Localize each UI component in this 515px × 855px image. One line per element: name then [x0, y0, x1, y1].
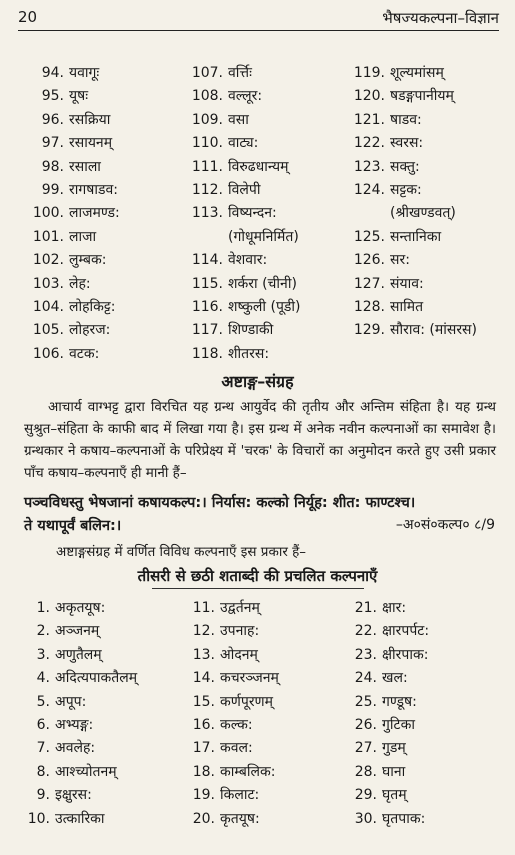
list-item: [347, 737, 429, 760]
header-rule: [18, 30, 499, 31]
list-item: [20, 319, 120, 342]
item-number: 8.: [36, 763, 50, 780]
list2-column-1: [20, 597, 137, 831]
list-item: [20, 343, 120, 366]
item-text: अञ्जनम्: [55, 623, 100, 640]
item-text: सर:: [390, 252, 410, 269]
item-text: विलेपी: [228, 181, 261, 198]
item-text: संयाव:: [390, 275, 424, 292]
item-text: शूल्यमांसम्: [390, 65, 444, 81]
list-item: [20, 132, 120, 155]
list-item: [20, 808, 137, 831]
item-text: ओदनम्: [220, 646, 258, 663]
subtitle-underline: [152, 588, 364, 589]
item-number: 6.: [36, 716, 50, 733]
list-item: [20, 156, 120, 179]
item-text: (श्रीखण्डवत्): [390, 205, 456, 222]
item-number: 95.: [41, 88, 64, 105]
item-number: 19.: [192, 787, 215, 804]
formulation-list-1: [0, 62, 515, 362]
list-item: [347, 597, 429, 620]
item-number: 124.: [353, 181, 385, 198]
list1-column-3: [347, 62, 477, 343]
item-number: 123.: [353, 158, 385, 175]
list-item: [185, 343, 301, 366]
item-text: रागषाडव:: [69, 181, 118, 198]
list-item: [20, 644, 137, 667]
item-number: 15.: [192, 693, 215, 710]
item-text: लेह:: [69, 275, 91, 292]
item-text: सन्तानिका: [390, 228, 442, 245]
list-item: [20, 202, 120, 225]
item-text: विष्यन्दन:: [228, 205, 277, 222]
list-subtitle: तीसरी से छठी शताब्दी की प्रचलित कल्पनाएँ: [137, 567, 378, 585]
list-item: [185, 296, 301, 319]
list-item: [185, 319, 301, 342]
list-item: [347, 620, 429, 643]
item-text: क्षीरपाक:: [382, 646, 429, 663]
item-text: अदित्यपाकतैलम्: [55, 670, 138, 687]
item-number: 99.: [41, 181, 64, 198]
item-number: 9.: [36, 787, 50, 804]
item-number: 7.: [36, 740, 50, 757]
item-text: शर्करा (चीनी): [228, 275, 297, 292]
item-number: 12.: [192, 623, 215, 640]
item-text: किलाट:: [220, 787, 260, 804]
list-item: [185, 808, 279, 831]
item-text: वटक:: [69, 345, 100, 362]
item-number: 25.: [354, 693, 377, 710]
item-text: क्षारपर्पट:: [382, 623, 430, 640]
item-text: शिण्डाकी: [228, 322, 274, 339]
item-number: 30.: [354, 810, 377, 827]
list-item: [347, 156, 477, 179]
item-number: 110.: [191, 135, 223, 152]
item-text: गुडम्: [382, 740, 406, 757]
item-text: रसाला: [69, 158, 101, 175]
item-number: 14.: [192, 670, 215, 687]
list-item: [20, 667, 137, 690]
list-item: [347, 784, 429, 807]
item-number: 117.: [191, 322, 223, 339]
list-item: [185, 202, 301, 225]
item-text: गुटिका: [382, 716, 415, 733]
list1-column-1: [20, 62, 120, 366]
list-item: [20, 597, 137, 620]
item-number: 115.: [191, 275, 223, 292]
item-number: 100.: [32, 205, 64, 222]
section-paragraph: आचार्य वाग्भट्ट द्वारा विरचित यह ग्रन्थ आयुर्वेद की तृतीय और अन्तिम संहिता है। यह ग्रन्थ सुश्रुत–संहिता के काफी बाद में लिखा गया है। इस ग्रन्थ में अनेक नवीन कल्पनाओं का समावेश है। ग्रन्थकार ने कषाय–कल्पनाओं के परिप्रेक्ष्य में 'चरक' के विचारों का अनुमोदन करते हुए उसी प्रकार पाँच कषाय–कल्पनाएँ ही मानी हैं–: [24, 399, 496, 481]
item-number: 28.: [354, 763, 377, 780]
list-item: [20, 85, 120, 108]
item-number: 17.: [192, 740, 215, 757]
item-text: षडङ्गपानीयम्: [390, 88, 454, 105]
list-item: [185, 85, 301, 108]
item-number: 94.: [41, 65, 64, 81]
item-number: 107.: [191, 65, 223, 81]
list-item: [185, 620, 279, 643]
item-text: सौराव: (मांसरस): [390, 322, 477, 339]
item-text: अणुतैलम्: [55, 646, 102, 663]
item-text: लाजमण्ड:: [69, 205, 120, 222]
item-text: घृतम्: [382, 787, 407, 804]
sanskrit-verse-line-2: ते यथापूर्वं बलिन:।: [24, 518, 122, 534]
formulation-list-2: [0, 597, 515, 842]
list2-column-2: [185, 597, 279, 831]
item-number: 13.: [192, 646, 215, 663]
item-number: 121.: [353, 111, 385, 128]
item-text: शष्कुली (पूडी): [228, 298, 301, 315]
item-number: 129.: [353, 322, 385, 339]
list-item: [20, 784, 137, 807]
list-item: [20, 179, 120, 202]
item-number: 119.: [353, 65, 385, 81]
list-item: [185, 737, 279, 760]
sanskrit-verse-line-1: पञ्चविधस्तु भेषजानां कषायकल्प:। निर्यास: कल्को निर्यूह: शीत: फाण्टश्च।: [24, 495, 416, 511]
item-number: 128.: [353, 298, 385, 315]
list-item: [20, 714, 137, 737]
item-text: कर्णपूरणम्: [220, 693, 274, 710]
item-text: वाट्य:: [228, 135, 259, 152]
page-header: [18, 8, 499, 32]
list-item: [347, 62, 477, 85]
item-text: अपूप:: [55, 693, 87, 710]
list-item: [347, 808, 429, 831]
list-item: [20, 620, 137, 643]
item-number: 1.: [36, 600, 50, 616]
item-number: 2.: [36, 623, 50, 640]
item-text: इक्षुरस:: [55, 787, 92, 804]
item-number: 113.: [191, 205, 223, 222]
list-item: [20, 249, 120, 272]
list-item: [347, 132, 477, 155]
list-item: [347, 226, 477, 249]
list-item: [185, 132, 301, 155]
page-number: 20: [18, 8, 38, 26]
list-item: [20, 761, 137, 784]
item-text: कचरञ्जनम्: [220, 670, 279, 687]
item-text: विरुढधान्यम्: [228, 158, 289, 175]
item-number: 126.: [353, 252, 385, 269]
list-item: [347, 273, 477, 296]
item-text: कवल:: [220, 740, 253, 757]
item-text: अभ्यङ्ग:: [55, 716, 94, 733]
item-number: 97.: [41, 135, 64, 152]
item-text: क्षार:: [382, 600, 407, 616]
item-number: 103.: [32, 275, 64, 292]
item-number: 27.: [354, 740, 377, 757]
item-number: 96.: [41, 111, 64, 128]
list-item: [185, 156, 301, 179]
item-text: वर्त्तिः: [228, 65, 252, 81]
item-text: वेशवार:: [228, 252, 268, 269]
item-text: घाना: [382, 763, 406, 780]
list-item: [185, 667, 279, 690]
list-item: [347, 296, 477, 319]
item-number: 111.: [191, 158, 223, 175]
item-text: शीतरस:: [228, 345, 270, 362]
list-item: [185, 714, 279, 737]
item-text: षाडव:: [390, 111, 422, 128]
list-item: [347, 202, 477, 225]
item-number: 104.: [32, 298, 64, 315]
list-item: [20, 296, 120, 319]
item-number: 120.: [353, 88, 385, 105]
list-item: [185, 62, 301, 85]
item-text: लोहकिट्ट:: [69, 298, 116, 315]
item-number: 18.: [192, 763, 215, 780]
item-text: रसक्रिया: [69, 111, 111, 128]
item-text: यवागूः: [69, 65, 100, 81]
item-text: अवलेह:: [55, 740, 96, 757]
item-number: 114.: [191, 252, 223, 269]
item-number: 26.: [354, 716, 377, 733]
list-item: [185, 784, 279, 807]
list-item: [347, 249, 477, 272]
item-number: 4.: [36, 670, 50, 687]
list-item: [185, 249, 301, 272]
list-item: [185, 644, 279, 667]
item-text: स्वरस:: [390, 135, 424, 152]
list-item: [347, 179, 477, 202]
item-text: लोहरज:: [69, 322, 111, 339]
list-item: [347, 85, 477, 108]
item-number: 102.: [32, 252, 64, 269]
item-number: 16.: [192, 716, 215, 733]
section-heading: अष्टाङ्ग–संग्रह: [221, 372, 294, 391]
item-text: सट्टक:: [390, 181, 422, 198]
list-item: [20, 737, 137, 760]
item-number: 106.: [32, 345, 64, 362]
item-number: 11.: [192, 600, 215, 616]
list-item: [20, 62, 120, 85]
item-text: काम्बलिक:: [220, 763, 276, 780]
item-text: सामित: [390, 298, 424, 315]
list-item: [347, 319, 477, 342]
item-text: कृतयूष:: [220, 810, 260, 827]
item-number: 5.: [36, 693, 50, 710]
item-text: यूषः: [69, 88, 89, 105]
item-text: (गोधूमनिर्मित): [228, 228, 299, 245]
list-item: [185, 761, 279, 784]
item-text: उद्वर्तनम्: [220, 600, 260, 616]
item-number: 112.: [191, 181, 223, 198]
list-intro: अष्टाङ्गसंग्रह में वर्णित विविध कल्पनाएँ इस प्रकार हैं–: [56, 544, 307, 560]
list-item: [347, 691, 429, 714]
list-item: [347, 109, 477, 132]
item-text: उपनाह:: [220, 623, 260, 640]
item-number: 24.: [354, 670, 377, 687]
list-item: [185, 691, 279, 714]
item-number: 20.: [192, 810, 215, 827]
item-number: 23.: [354, 646, 377, 663]
item-number: 3.: [36, 646, 50, 663]
list-item: [185, 109, 301, 132]
item-number: 22.: [354, 623, 377, 640]
item-text: वसा: [228, 111, 249, 128]
item-number: 127.: [353, 275, 385, 292]
item-number: 109.: [191, 111, 223, 128]
list-item: [20, 226, 120, 249]
item-text: उत्कारिका: [55, 810, 105, 827]
item-text: कल्क:: [220, 716, 253, 733]
item-text: आश्च्योतनम्: [55, 763, 117, 780]
item-text: रसायनम्: [69, 135, 113, 152]
item-text: घृतपाक:: [382, 810, 426, 827]
item-number: 125.: [353, 228, 385, 245]
item-number: 21.: [354, 600, 377, 616]
list1-column-2: [185, 62, 301, 366]
list-item: [347, 667, 429, 690]
item-text: खल:: [382, 670, 408, 687]
item-number: 29.: [354, 787, 377, 804]
item-text: अकृतयूष:: [55, 600, 106, 616]
item-text: लुम्बक:: [69, 252, 107, 269]
item-number: 105.: [32, 322, 64, 339]
list-item: [20, 273, 120, 296]
list-item: [20, 691, 137, 714]
item-number: 98.: [41, 158, 64, 175]
item-number: 108.: [191, 88, 223, 105]
list-item: [185, 273, 301, 296]
item-text: गण्डूष:: [382, 693, 417, 710]
item-text: लाजा: [69, 228, 97, 245]
item-number: 118.: [191, 345, 223, 362]
item-number: 10.: [27, 810, 50, 827]
list-item: [185, 179, 301, 202]
list-item: [185, 597, 279, 620]
list-item: [347, 714, 429, 737]
item-number: 101.: [32, 228, 64, 245]
list2-column-3: [347, 597, 429, 831]
list-item: [347, 644, 429, 667]
running-title: भैषज्यकल्पना–विज्ञान: [382, 9, 499, 27]
verse-reference: –अ०सं०कल्प० ८/9: [395, 517, 495, 533]
item-number: 122.: [353, 135, 385, 152]
item-text: वल्लूर:: [228, 88, 263, 105]
list-item: [185, 226, 301, 249]
list-item: [20, 109, 120, 132]
list-item: [347, 761, 429, 784]
item-text: सक्तु:: [390, 158, 420, 175]
item-number: 116.: [191, 298, 223, 315]
